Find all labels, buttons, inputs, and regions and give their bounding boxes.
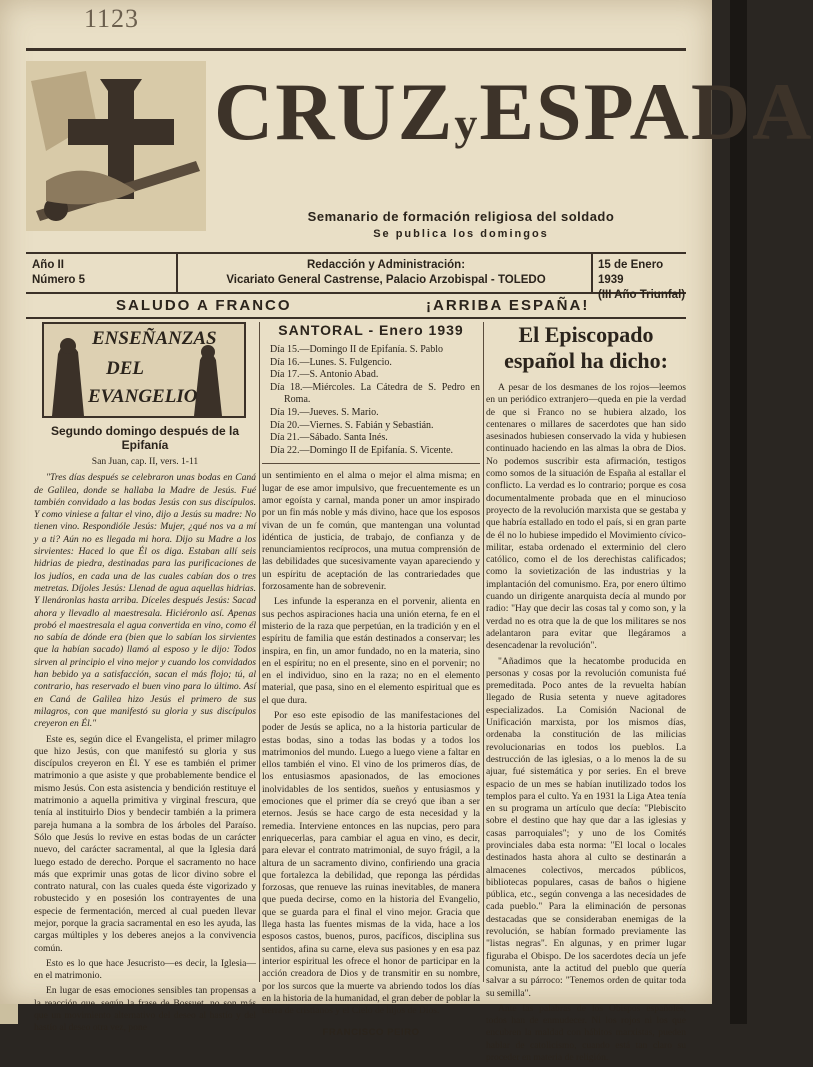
issue-number: Número 5	[32, 274, 86, 286]
santoral-entry: Día 18.—Miércoles. La Cátedra de S. Pedro en Roma.	[270, 381, 480, 406]
divider	[176, 254, 178, 292]
santoral-entry: Día 20.—Viernes. S. Fabián y Sebastián.	[270, 419, 434, 431]
redaccion-label: Redacción y Administración:	[306, 259, 466, 271]
paragraph: Este es, según dice el Evangelista, el primer milagro que hizo Jesús, con que manifestó su gloria y sus discípulos creyeron en Él. Y ese es también el primer matrimonio a que asiste y que probablemente bendice el mismo Jesús. Con esta asistencia y bendición restituye el matrimonio a aquella primitiva y virginal frescura, que tenía al instituirlo Dios y bendecir también a la primera pareja humana a la sombra de los árboles del Paraíso. Sólo que Jesús lo revive en estas bodas de un carácter nuevo, del carácter sacramental, al que la Iglesia dará luego estado de derecho. Porque el sacramento no hace más que exprimir unas gotas de licor divino sobre el contrato natural, con las cuales queda éste vigorizado y robustecido y en posesión los contrayentes de una especie de fermentación, merced al cual pueden llevar mejor, porque la gracia sacramental en eso les ayuda, las cargas múltiples y los deberes anejos a la convivencia común.	[34, 733, 256, 954]
issue-info-bar	[26, 252, 686, 301]
masthead-title: CRUZyESPADA	[214, 66, 813, 157]
slogan-right: ¡ARRIBA ESPAÑA!	[426, 297, 590, 314]
slogan-left: SALUDO A FRANCO	[116, 297, 292, 314]
santoral-list	[262, 344, 480, 457]
paragraph: Ante las palabras de los Obispos españoles, todos han de enmudecer. Ni los rojos ni los que encubren la maldad con hábitos marxistas, pueden hablar de catolicismo, cuando está tan claro su proceder en materia de religión.	[486, 1002, 686, 1064]
santoral-entry: Día 17.—S. Antonio Abad.	[270, 369, 379, 381]
slogan-bar	[26, 293, 686, 319]
santoral-entry: Día 19.—Jueves. S. Mario.	[270, 406, 379, 418]
column-rule	[483, 322, 484, 982]
gospel-reference: San Juan, cap. II, vers. 1-11	[91, 456, 199, 467]
episcopado-title: El Episcopado español ha dicho:	[504, 322, 668, 373]
masthead-frequency: Se publica los domingos	[373, 228, 549, 240]
evangelio-illustration	[42, 322, 246, 418]
address: Vicariato General Castrense, Palacio Arzobispal - TOLEDO	[226, 274, 546, 286]
masthead-subtitle: Semanario de formación religiosa del soldado	[307, 209, 615, 224]
cross-sword-illustration	[26, 61, 206, 231]
issue-year: Año II	[32, 259, 64, 271]
column-rule	[259, 322, 260, 982]
paragraph: Les infunde la esperanza en el porvenir, alienta en sus pechos aspiraciones hacia una unión eterna, fe en el misterio de la raza que perpetúan, en la tradición y en el espíritu de familia que están destinados a conservar; les inspira, en fin, un amor fundado, no en la materia, sino en el espíritu; no en el presente, sino en el porvenir; no en el individuo, sino en la raza; no en el elemento material, que pasa, sino en el elemento espiritual que es el que dura.	[262, 596, 480, 706]
santoral-title: SANTORAL - Enero 1939	[278, 322, 464, 338]
issue-date: 15 de Enero 1939	[598, 259, 664, 286]
box-line-1: ENSEÑANZAS	[92, 328, 217, 349]
issue-era: (III Año Triunfal)	[598, 289, 686, 301]
santoral-entry: Día 16.—Lunes. S. Fulgencio.	[270, 356, 392, 368]
santoral-entry: Día 21.—Sábado. Santa Inés.	[270, 432, 388, 444]
box-line-3: EVANGELIO	[88, 386, 198, 407]
santoral-entry: Día 22.—Domingo II de Epifanía. S. Vicente.	[270, 444, 454, 456]
box-line-2: DEL	[106, 358, 144, 379]
handwritten-number: 1123	[84, 4, 140, 33]
paragraph: un sentimiento en el alma o mejor el alma misma; en lugar de ese amor impulsivo, que frecuentemente es un amor egoísta y carnal, manda poner un amor inspirado por un fin más noble y más divino, hace que los esposos vivan de un fe común, que mantengan una voluntad idéntica de justicia, de trabajo, de confianza y de renunciamientos recíprocos, una mutua comprensión de las debilidades que sucesivamente vayan apareciendo y un espíritu de aceptación de las contrariedades que forzosamente han de sobrevenir.	[262, 470, 480, 593]
author-signature: FRANCISCO PEIRO	[322, 1027, 420, 1039]
evangelio-heading: Segundo domingo después de la Epifanía	[50, 424, 239, 452]
paragraph: "Añadimos que la hecatombe producida en personas y cosas por la revolución comunista fué premeditada. Poco antes de la revuelta habían llegado de Rusia setenta y nueve agitadores especializados. La Comisión Nacional de Unificación marxista, por los mismos días, ordenaba la constitución de las milicias revolucionarias en todos los pueblos. La destrucción de las iglesias, o a lo menos la de su ajuar, fué sistemática y por series. En el breve espacio de un mes se habían inutilizado todos los templos para el culto. Ya en 1931 la Liga Atea tenía en su programa un artículo que decía: "Plebiscito sobre el destino que hay que dar a las iglesias y casas parroquiales"; y uno de los Comités provinciales daba esta norma: "El local o locales destinados hasta ahora al culto se destinarán a almacenes colectivos, mercados públicos, bibliotecas populares, casas de baños o higiene pública, etc., según convenga a las necesidades de cada pueblo." Para la eliminación de personas destacadas que se consideraban enemigas de la revolución, se habían formado previamente las "listas negras". En algunas, y en primer lugar figuraba el Obispo. De los sacerdotes decía un jefe comunista, ante la actitud del pueblo que quería salvar a su párroco: "Tenemos orden de quitar toda su semilla".	[486, 655, 686, 999]
paragraph: A pesar de los desmanes de los rojos—leemos en un periódico extranjero—queda en pie la verdad de que si Franco no se hubiera alzado, los centenares o millares de sacerdotes que han sido asesinados hubiesen conservado la vida y hubiesen continuado haciendo en las almas la obra de Dios. No podemos suscribir esta afirmación, testigos como somos de la situación de España al estallar el conflicto. La verdad es lo contrario; porque es cosa documentalmente probada que en el minucioso proyecto de la revolución marxista que se gestaba y que habría estallado en todo el país, si en gran parte de él no lo hubiese impedido el Movimiento cívico-militar, estaba ordenado el exterminio del clero católico, como el de los derechistas calificados; como la sovietización de las industrias y la implantación del comunismo. Era, por enero último cuando un dirigente anarquista decía al mundo por radio: "Hay que decir las cosas tal y como son, y la verdad no es otra que la de que los militares se nos adelantaron para evitar que llegáramos a desencadenar la revolución".	[486, 382, 686, 652]
paragraph: En lugar de esas emociones sensibles tan propensas a la reacción que, según la frase de Bossuet, no son más que un movimiento alternativo del deseo al hastío y del hastío al deseo otra vez, pone	[34, 985, 256, 1034]
column-evangelio	[34, 322, 256, 1038]
santoral-entry: Día 15.—Domingo II de Epifanía. S. Pablo	[270, 344, 444, 355]
divider	[591, 254, 593, 292]
divider	[262, 463, 480, 464]
column-episcopado	[486, 322, 686, 1067]
masthead	[26, 48, 813, 240]
column-santoral	[262, 322, 480, 1038]
gospel-text: "Tres días después se celebraron unas bodas en Caná de Galilea, donde se hallaba la Madre de Jesús. Fué también convidado a las bodas Jesús con sus discípulos. Y como viniese a faltar el vino, dijo a Jesús su madre: No tienen vino. Respondióle Jesús: Mujer, ¿qué nos va a mí y a ti? Aún no es llegada mi hora. Dijo su Madre a los sirvientes: Haced lo que Él os diga. Estaban allí seis hidrias de piedra, destinadas para las purificaciones de los judíos, en cada una de las cuales cabían dos o tres metretas. Díjoles Jesús: Llenad de agua aquellas hidrias. Y llenáronlas hasta arriba. Díceles después Jesús: Sacad ahora y llevadlo al maestresala. Hiciéronlo así. Apenas probó el maestresala el agua convertida en vino, como él no sabía de dónde era (bien que lo sabían los sirvientes que la habían sacado) llamó al esposo y le dijo: Todos sirven al principio el vino mejor y cuando los convidados han bebido ya a satisfacción, sacan el más flojo; tú, al contrario, has reservado el buen vino para lo último. Así en Caná de Galilea hizo Jesús el primero de sus milagros, con que manifestó su gloria y sus discípulos creyeron en Él."	[34, 472, 256, 730]
paragraph: Esto es lo que hace Jesucristo—es decir, la Iglesia—en el matrimonio.	[34, 957, 256, 982]
paragraph: Por eso este episodio de las manifestaciones del poder de Jesús se aplica, no a la historia particular de estas bodas, sino a todas las bodas y a todos los matrimonios del mundo. Luego a luego viene a faltar en ellos también el vino. El vino de los primeros días, de los entusiasmos apasionados, de las emociones inolvidables de los sentidos, sueños y entusiasmos y emociones que el primer día se creyó que iban a ser eternos. Jesús se hace cargo de esta necesidad y la remedia. Interviene entonces en las nupcias, pero para enriquecerlas, para cambiar el agua en vino, es decir, para elevar el contrato matrimonial, de suyo frágil, a la altura de un sacramento divino, confiriendo una gracia que fortalezca la debilidad, que reponga las pérdidas forzosas, que renueve las ruinas inevitables, de manera que pueda decirse, como en la historia del Evangelio, que se guarda para el final el vino mejor. Gracia que llega hasta las fuentes mismas de la vida, hace a los esposos castos, buenos, puros, pacíficos, disciplina sus sentidos, afina su carne, eleva sus pasiones y en esa paz interior espiritual les ofrece el honor de participar en la acción creadora de Dios y de transmitir en su nombre, por los surcos que la muerte va abriendo todos los días en la historia de la humanidad, el gran deber de poblar la tierra de cristianos y el Cielo de hijos de Dios.	[262, 709, 480, 1017]
